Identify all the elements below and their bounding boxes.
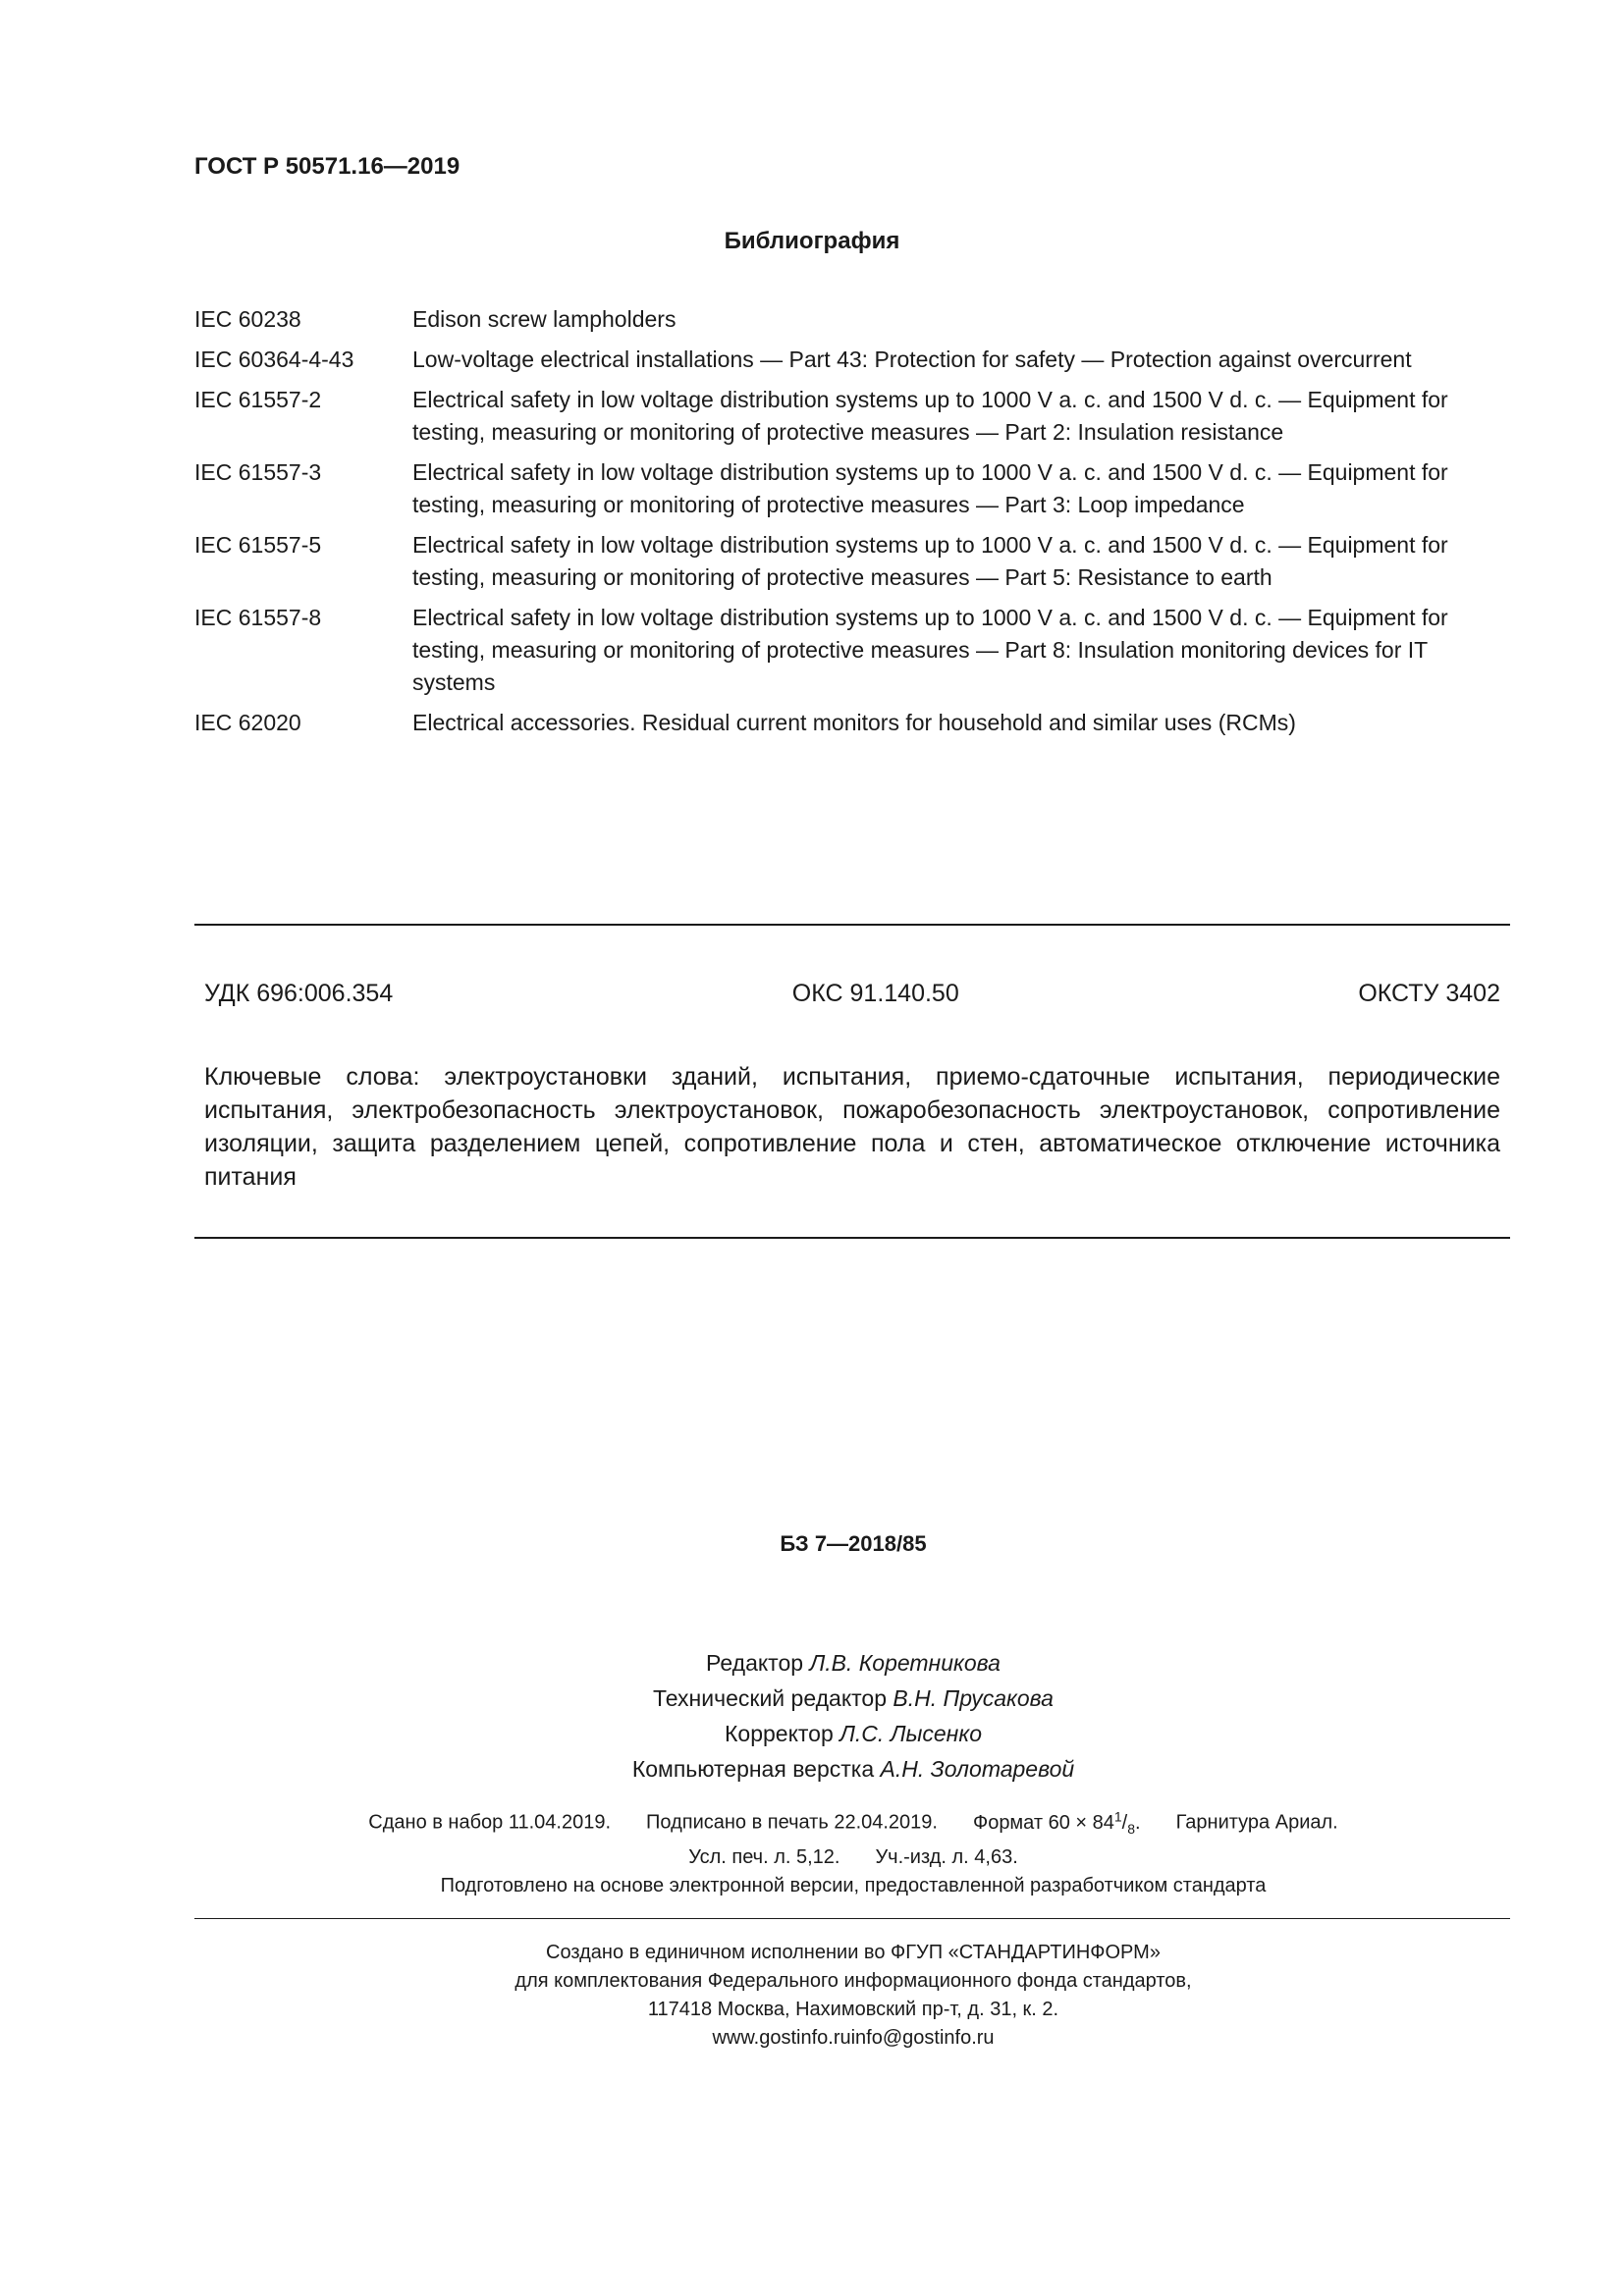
classification-row (204, 980, 1500, 1008)
bibliography-title: Библиография (724, 228, 900, 254)
staff-name: Л.С. Лысенко (839, 1721, 982, 1746)
staff-name: А.Н. Золотаревой (880, 1756, 1075, 1782)
entry-code: IEC 62020 (194, 710, 301, 735)
bibliography-entry (194, 384, 1510, 449)
entry-text: Low-voltage electrical installations — Part 43: Protection for safety — Protection against overcurrent (412, 347, 1412, 372)
format-info: Формат $60 \times 84^1/_8$. (972, 1808, 1141, 1837)
publisher-address: 117418 Москва, Нахимовский пр-т, д. 31, к. 2. (647, 1999, 1059, 2020)
publisher-contacts (0, 2024, 1624, 2053)
staff-line (0, 1645, 1624, 1681)
bibliography-entry (194, 303, 1510, 336)
entry-text: Electrical safety in low voltage distribution systems up to 1000 V a. c. and 1500 V d. c. — Equipment for testing, measuring or monitoring of protective measures — Part 8: Insulation monitoring devices for IT systems (412, 605, 1448, 695)
entry-code: IEC 61557-5 (194, 532, 322, 558)
bibliography-entry (194, 602, 1510, 699)
bibliography-entry (194, 529, 1510, 594)
staff-role: Компьютерная верстка (631, 1756, 875, 1782)
staff-line (0, 1716, 1624, 1751)
staff-role: Редактор (706, 1650, 804, 1676)
divider-bottom (194, 1918, 1510, 1919)
typeface-info: Гарнитура Ариал. (1175, 1811, 1338, 1834)
bibliography-entry (194, 344, 1510, 376)
entry-code: IEC 60238 (194, 306, 301, 332)
entry-text: Edison screw lampholders (412, 306, 677, 332)
website-link[interactable]: www.gostinfo.ru (712, 2027, 851, 2049)
publ-sheets: Уч.-изд. л. 4,63. (875, 1845, 1018, 1868)
publisher-info (0, 1939, 1624, 2053)
entry-text: Electrical safety in low voltage distribution systems up to 1000 V a. c. and 1500 V d. c. — Equipment for testing, measuring or monitoring of protective measures — Part 2: Insulation resistance (412, 387, 1448, 445)
signed-date: Подписано в печать 22.04.2019. (646, 1811, 938, 1834)
prepared-note: Подготовлено на основе электронной версии, предоставленной разработчиком стандарта (440, 1874, 1267, 1896)
oks-code: ОКС 91.140.50 (791, 980, 959, 1007)
bibliography-list (194, 303, 1510, 747)
staff-name: Л.В. Коретникова (809, 1650, 1001, 1676)
entry-code: IEC 60364-4-43 (194, 347, 354, 372)
staff-credits (0, 1645, 1624, 1787)
print-info (0, 1802, 1624, 1900)
keywords-paragraph: Ключевые слова: электроустановки зданий, испытания, приемо-сдаточные испытания, периодические испытания, электробезопасность электроустановок, пожаробезопасность электроустановок, сопротивление изоляции, защита разделением цепей, сопротивление пола и стен, автоматическое отключение источника питания (204, 1063, 1500, 1191)
entry-text: Electrical safety in low voltage distribution systems up to 1000 V a. c. and 1500 V d. c. — Equipment for testing, measuring or monitoring of protective measures — Part 3: Loop impedance (412, 459, 1448, 517)
entry-text: Electrical accessories. Residual current monitors for household and similar uses (RCMs) (412, 710, 1296, 735)
print-sheets: Усл. печ. л. 5,12. (688, 1845, 840, 1868)
submitted-date: Сдано в набор 11.04.2019. (368, 1811, 612, 1834)
entry-text: Electrical safety in low voltage distribution systems up to 1000 V a. c. and 1500 V d. c. — Equipment for testing, measuring or monitoring of protective measures — Part 5: Resistance to earth (412, 532, 1448, 590)
okstu-code: ОКСТУ 3402 (1358, 980, 1500, 1007)
entry-code: IEC 61557-3 (194, 459, 322, 485)
staff-line (0, 1681, 1624, 1716)
bibliography-entry (194, 456, 1510, 521)
staff-role: Технический редактор (653, 1685, 888, 1711)
print-line-1 (0, 1802, 1624, 1843)
document-id: ГОСТ Р 50571.16—2019 (194, 153, 460, 180)
staff-role: Корректор (725, 1721, 834, 1746)
email-link[interactable]: info@gostinfo.ru (850, 2027, 995, 2049)
publisher-line: для комплектования Федерального информационного фонда стандартов, (514, 1970, 1192, 1992)
entry-code: IEC 61557-2 (194, 387, 322, 412)
udk-code: УДК 696:006.354 (204, 980, 394, 1007)
staff-name: В.Н. Прусакова (893, 1685, 1054, 1711)
divider-middle (194, 1237, 1510, 1239)
staff-line (0, 1751, 1624, 1787)
publisher-line: Создано в единичном исполнении во ФГУП «СТАНДАРТИНФОРМ» (546, 1942, 1161, 1963)
bibliography-entry (194, 707, 1510, 739)
bz-number: БЗ 7—2018/85 (780, 1531, 927, 1556)
print-line-2 (0, 1843, 1624, 1872)
entry-code: IEC 61557-8 (194, 605, 322, 630)
divider-top (194, 924, 1510, 926)
